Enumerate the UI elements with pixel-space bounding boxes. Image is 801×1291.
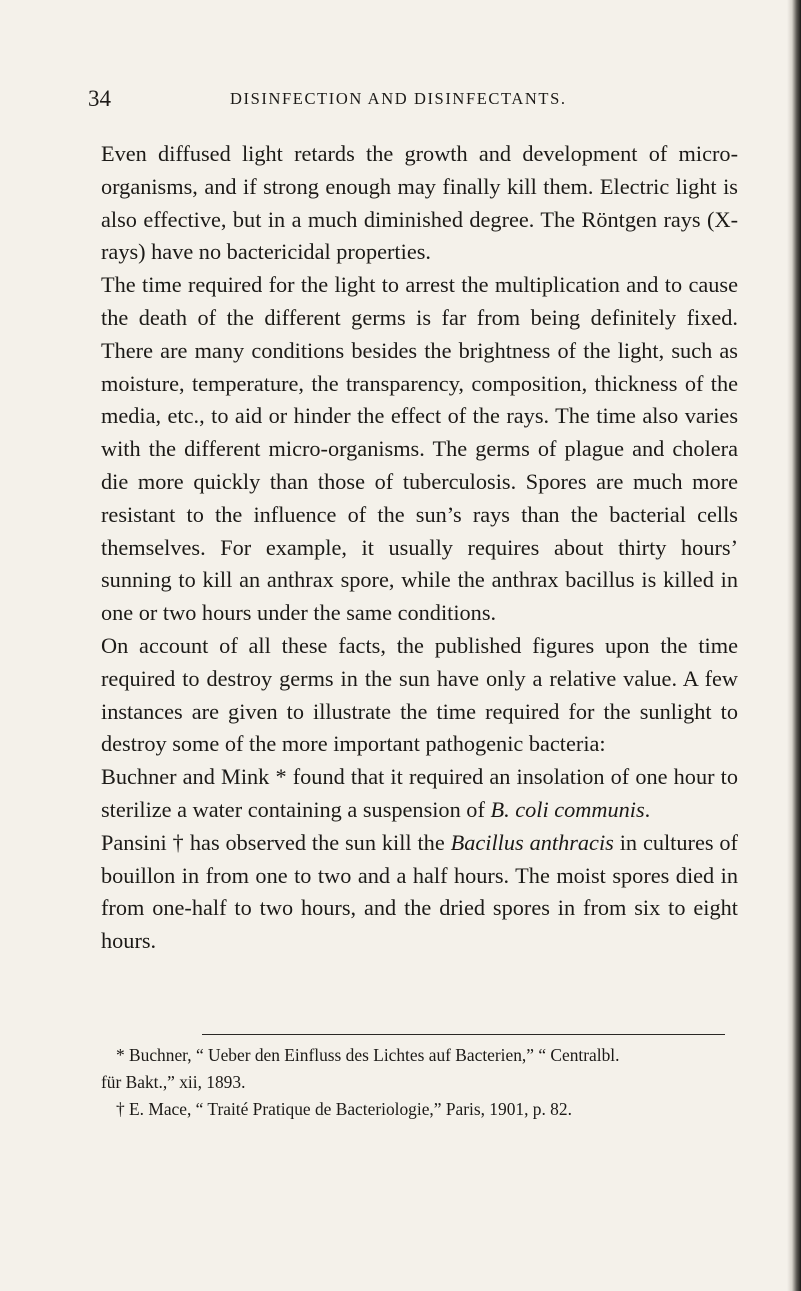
page-edge-shadow — [787, 0, 801, 1291]
pansini-text: Pansini † has observed the sun kill the — [101, 829, 451, 855]
page-number: 34 — [88, 86, 111, 111]
paragraph-diffused-light: Even diffused light retards the growth and development of micro-organisms, and if strong enough may finally kill them. Electric light is also effective, but in a much diminished degree. The Röntgen rays (X-rays) have no bactericidal properties. — [101, 141, 738, 265]
buchner-species-name: B. coli communis — [490, 796, 645, 822]
page-header — [88, 86, 740, 112]
body-text — [101, 138, 738, 958]
paragraph-buchner — [101, 761, 738, 827]
footnotes — [101, 1042, 741, 1123]
running-head: DISINFECTION AND DISINFECTANTS. — [230, 89, 567, 108]
pansini-species-name: Bacillus anthracis — [450, 829, 614, 855]
footnote-mace: † E. Mace, “ Traité Pratique de Bacteriologie,” Paris, 1901, p. 82. — [116, 1099, 572, 1119]
buchner-text-end: . — [644, 796, 651, 822]
footnote-buchner-line1: * Buchner, “ Ueber den Einfluss des Lichtes auf Bacterien,” “ Centralbl. — [116, 1045, 620, 1065]
paragraph-pansini — [101, 827, 738, 958]
pansini-text-end: in cultures of bouillon in from one to two and a half hours. The moist spores died in from one-half to two hours, and the dried spores in from six to eight hours. — [101, 829, 738, 954]
footnote-divider — [202, 1034, 725, 1035]
paragraph-published-figures: On account of all these facts, the published figures upon the time required to destroy germs in the sun have only a relative value. A few instances are given to illustrate the time required for the sunlight to destroy some of the more important pathogenic bacteria: — [101, 632, 738, 757]
footnote-buchner-line2: für Bakt.,” xii, 1893. — [101, 1072, 246, 1092]
buchner-text: Buchner and Mink * found that it required an insolation of one hour to sterilize a water containing a suspension of — [101, 764, 738, 822]
paragraph-time-required: The time required for the light to arrest the multiplication and to cause the death of the different germs is far from being definitely fixed. There are many conditions besides the brightness of the light, such as moisture, temperature, the transparency, composition, thickness of the media, etc., to aid or hinder the effect of the rays. The time also varies with the different micro-organisms. The germs of plague and cholera die more quickly than those of tuberculosis. Spores are much more resistant to the influence of the sun’s rays than the bacterial cells themselves. For example, it usually requires about thirty hours’ sunning to kill an anthrax spore, while the anthrax bacillus is killed in one or two hours under the same conditions. — [101, 272, 738, 626]
